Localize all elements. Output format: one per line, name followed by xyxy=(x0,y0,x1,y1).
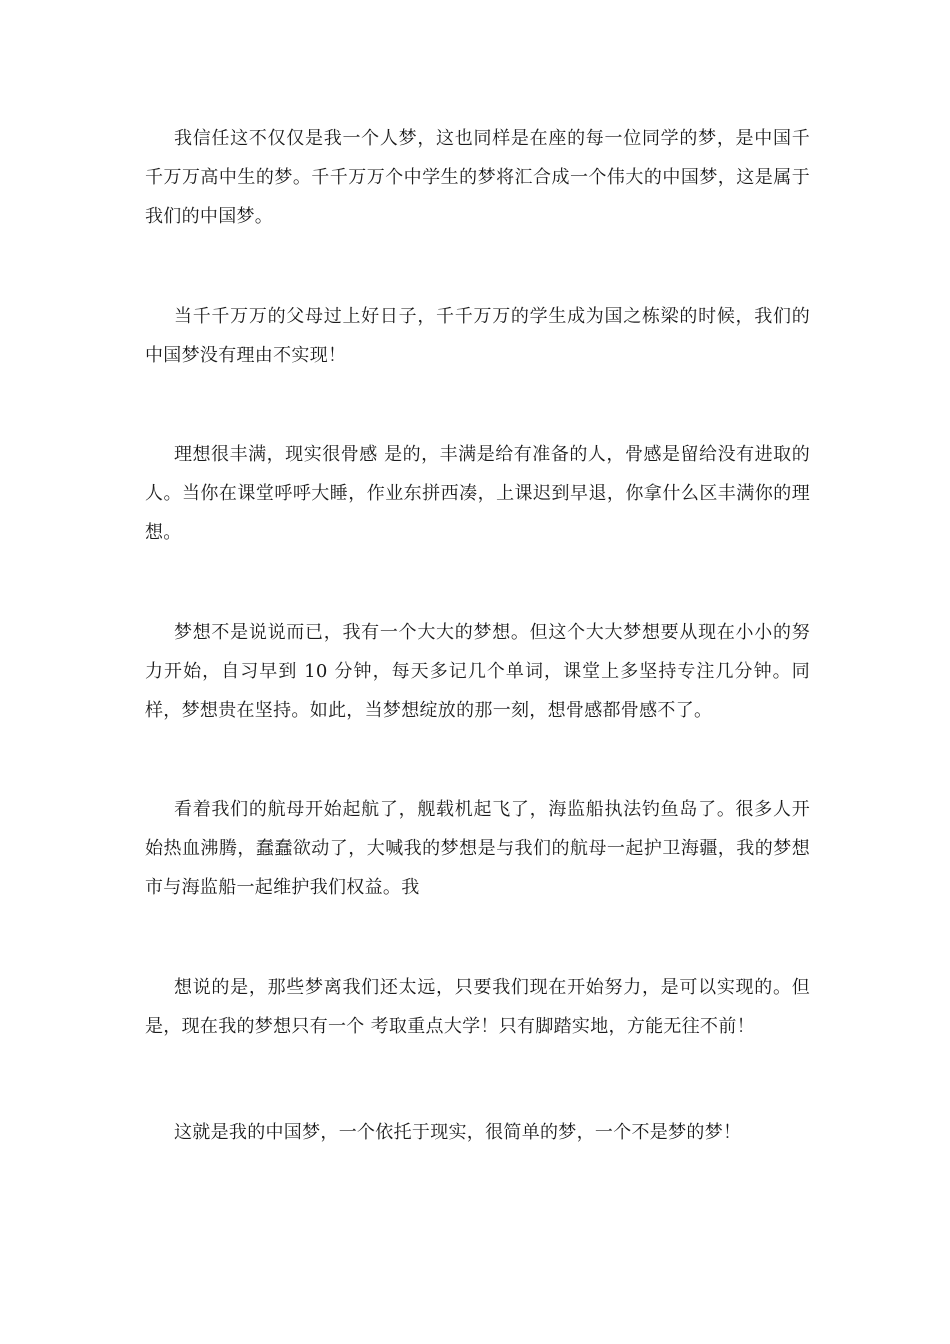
paragraph-5: 看着我们的航母开始起航了，舰载机起飞了，海监船执法钓鱼岛了。很多人开始热血沸腾，蠢蠢欲动了，大喊我的梦想是与我们的航母一起护卫海疆，我的梦想市与海监船一起维护我们权益。我 xyxy=(145,799,810,898)
paragraph-6: 想说的是，那些梦离我们还太远，只要我们现在开始努力，是可以实现的。但是，现在我的梦想只有一个 考取重点大学！只有脚踏实地，方能无往不前！ xyxy=(145,977,810,1037)
paragraph-7: 这就是我的中国梦，一个依托于现实，很简单的梦，一个不是梦的梦！ xyxy=(174,1122,742,1143)
paragraph-2: 当千千万万的父母过上好日子，千千万万的学生成为国之栋梁的时候，我们的中国梦没有理由不实现！ xyxy=(145,306,810,366)
paragraph-4: 梦想不是说说而已，我有一个大大的梦想。但这个大大梦想要从现在小小的努力开始，自习早到 10 分钟，每天多记几个单词，课堂上多坚持专注几分钟。同样，梦想贵在坚持。如此，当梦想绽放的那一刻，想骨感都骨感不了。 xyxy=(145,622,810,721)
paragraph-3: 理想很丰满，现实很骨感 是的，丰满是给有准备的人，骨感是留给没有进取的人。当你在课堂呼呼大睡，作业东拼西凑，上课迟到早退，你拿什么区丰满你的理想。 xyxy=(145,444,810,543)
paragraph-1: 我信任这不仅仅是我一个人梦，这也同样是在座的每一位同学的梦，是中国千千万万高中生的梦。千千万万个中学生的梦将汇合成一个伟大的中国梦，这是属于我们的中国梦。 xyxy=(145,128,810,227)
